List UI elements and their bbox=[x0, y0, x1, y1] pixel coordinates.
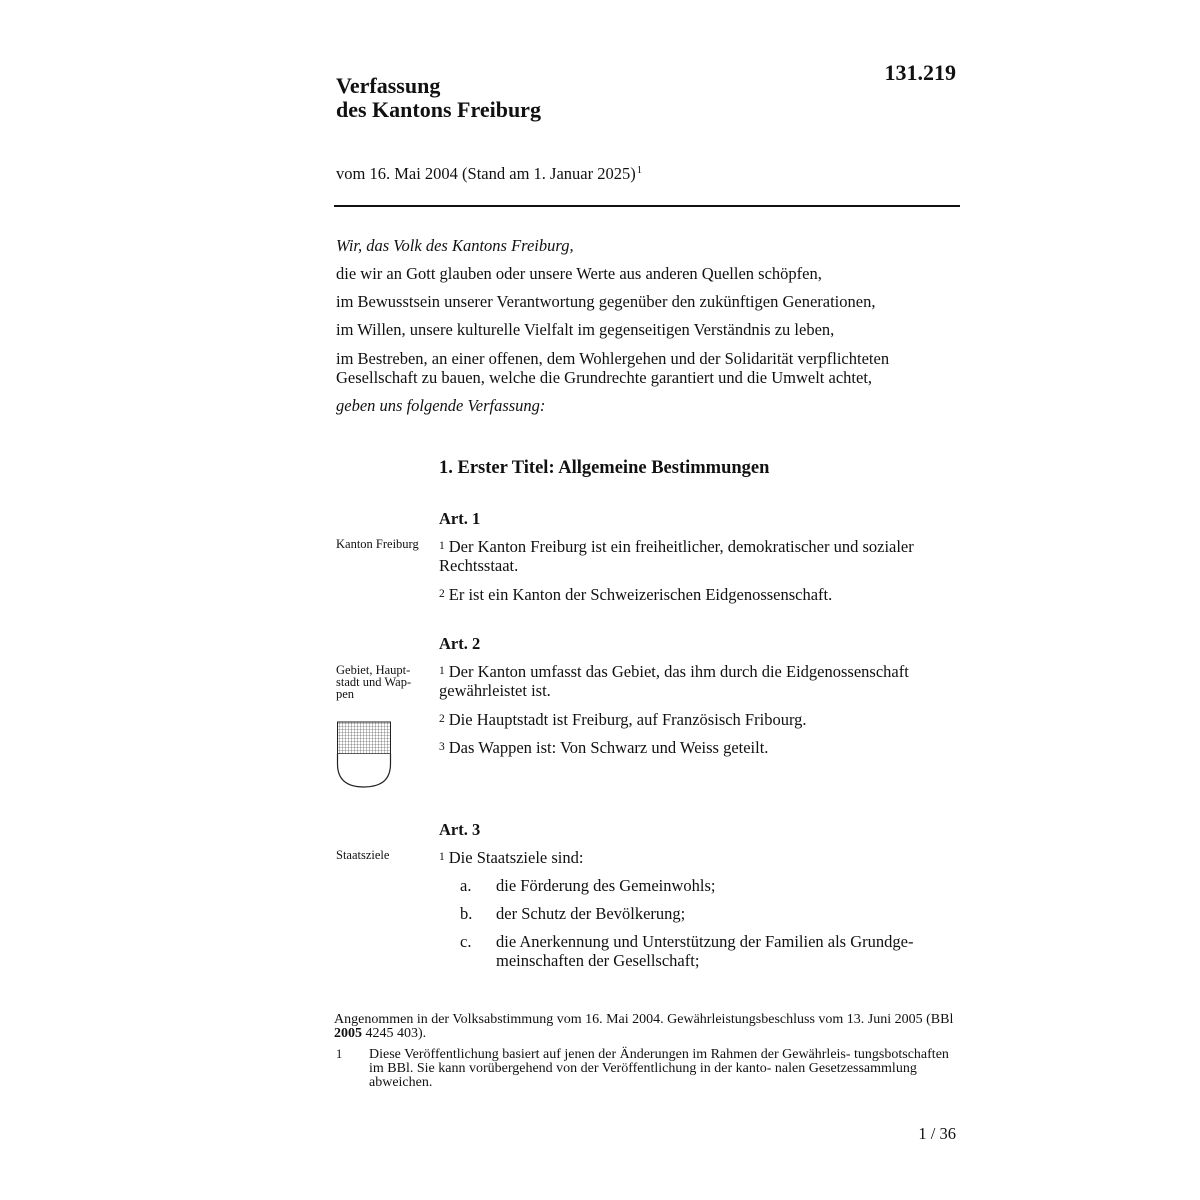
para-text: Das Wappen ist: Von Schwarz und Weiss geteilt. bbox=[448, 738, 769, 757]
document-date bbox=[336, 164, 642, 184]
footnote-adopted-year: 2005 bbox=[334, 1026, 362, 1041]
para-number: 1 bbox=[439, 665, 445, 677]
article-3-para-1 bbox=[439, 848, 961, 867]
title-line-1: Verfassung bbox=[336, 73, 441, 98]
footnote-adopted-text-2: 4245 403). bbox=[362, 1026, 427, 1041]
footnote-adopted bbox=[334, 1013, 960, 1041]
para-number: 1 bbox=[439, 540, 445, 552]
header-rule bbox=[334, 205, 960, 207]
footnote-adopted-text-1: Angenommen in der Volksabstimmung vom 16. Mai 2004. Gewährleistungsbeschluss vom 13. Juni 2005 (BBl bbox=[334, 1012, 954, 1027]
article-1-para-1 bbox=[439, 537, 961, 575]
article-2-para-2 bbox=[439, 710, 961, 729]
article-1-para-2 bbox=[439, 585, 961, 604]
para-number: 2 bbox=[439, 588, 445, 600]
preamble-line-3: im Bewusstsein unserer Verantwortung gegenüber den zukünftigen Generationen, bbox=[336, 292, 876, 311]
para-text: Der Kanton umfasst das Gebiet, das ihm durch die Eidgenossenschaft gewährleistet ist. bbox=[439, 662, 909, 700]
document-number: 131.219 bbox=[884, 60, 956, 85]
preamble-line-6: geben uns folgende Verfassung: bbox=[336, 396, 546, 415]
article-3-margin-note: Staatsziele bbox=[336, 848, 390, 862]
article-2-heading: Art. 2 bbox=[439, 634, 481, 653]
article-2-margin-note: Gebiet, Haupt- stadt und Wap- pen bbox=[336, 663, 412, 701]
list-item-b-text: der Schutz der Bevölkerung; bbox=[496, 904, 686, 923]
list-item-c-text: die Anerkennung und Unterstützung der Familien als Grundge- meinschaften der Gesellschaft; bbox=[496, 932, 914, 970]
para-number: 1 bbox=[439, 851, 445, 863]
title-heading: 1. Erster Titel: Allgemeine Bestimmungen bbox=[439, 458, 770, 478]
footnote-ref[interactable]: 1 bbox=[636, 165, 642, 176]
preamble-line-5: im Bestreben, an einer offenen, dem Wohlergehen und der Solidarität verpflichteten Gesellschaft zu bauen, welche die Grundrechte garantiert und die Umwelt achtet, bbox=[336, 349, 890, 387]
footnote-1-number: 1 bbox=[336, 1047, 343, 1061]
footnote-1-text: Diese Veröffentlichung basiert auf jenen der Änderungen im Rahmen der Gewährleis- tungsbotschaften im BBl. Sie kann vorübergehend von der Veröffentlichung in der kanto- nalen Gesetzessammlung abweichen. bbox=[369, 1047, 949, 1090]
para-number: 2 bbox=[439, 713, 445, 725]
list-item-a-label: a. bbox=[460, 876, 472, 895]
title-line-2: des Kantons Freiburg bbox=[336, 97, 541, 122]
para-text: Er ist ein Kanton der Schweizerischen Eidgenossenschaft. bbox=[448, 585, 833, 604]
document-title bbox=[336, 74, 541, 122]
list-item-a-text: die Förderung des Gemeinwohls; bbox=[496, 876, 716, 895]
para-text: Die Staatsziele sind: bbox=[448, 848, 584, 867]
article-3-heading: Art. 3 bbox=[439, 820, 481, 839]
preamble-line-4: im Willen, unsere kulturelle Vielfalt im gegenseitigen Verständnis zu leben, bbox=[336, 320, 835, 339]
page-number: 1 / 36 bbox=[918, 1124, 956, 1143]
article-2-para-1 bbox=[439, 662, 961, 700]
article-1-margin-note: Kanton Freiburg bbox=[336, 537, 419, 551]
coat-of-arms-icon bbox=[336, 720, 392, 790]
para-text: Der Kanton Freiburg ist ein freiheitlicher, demokratischer und sozialer Rechtsstaat. bbox=[439, 537, 914, 575]
para-number: 3 bbox=[439, 741, 445, 753]
preamble-line-2: die wir an Gott glauben oder unsere Werte aus anderen Quellen schöpfen, bbox=[336, 264, 822, 283]
list-item-c-label: c. bbox=[460, 932, 472, 951]
article-2-para-3 bbox=[439, 738, 961, 757]
date-text: vom 16. Mai 2004 (Stand am 1. Januar 2025) bbox=[336, 164, 636, 183]
preamble-line-1: Wir, das Volk des Kantons Freiburg, bbox=[336, 236, 574, 255]
list-item-b-label: b. bbox=[460, 904, 473, 923]
article-1-heading: Art. 1 bbox=[439, 509, 481, 528]
para-text: Die Hauptstadt ist Freiburg, auf Französisch Fribourg. bbox=[448, 710, 807, 729]
